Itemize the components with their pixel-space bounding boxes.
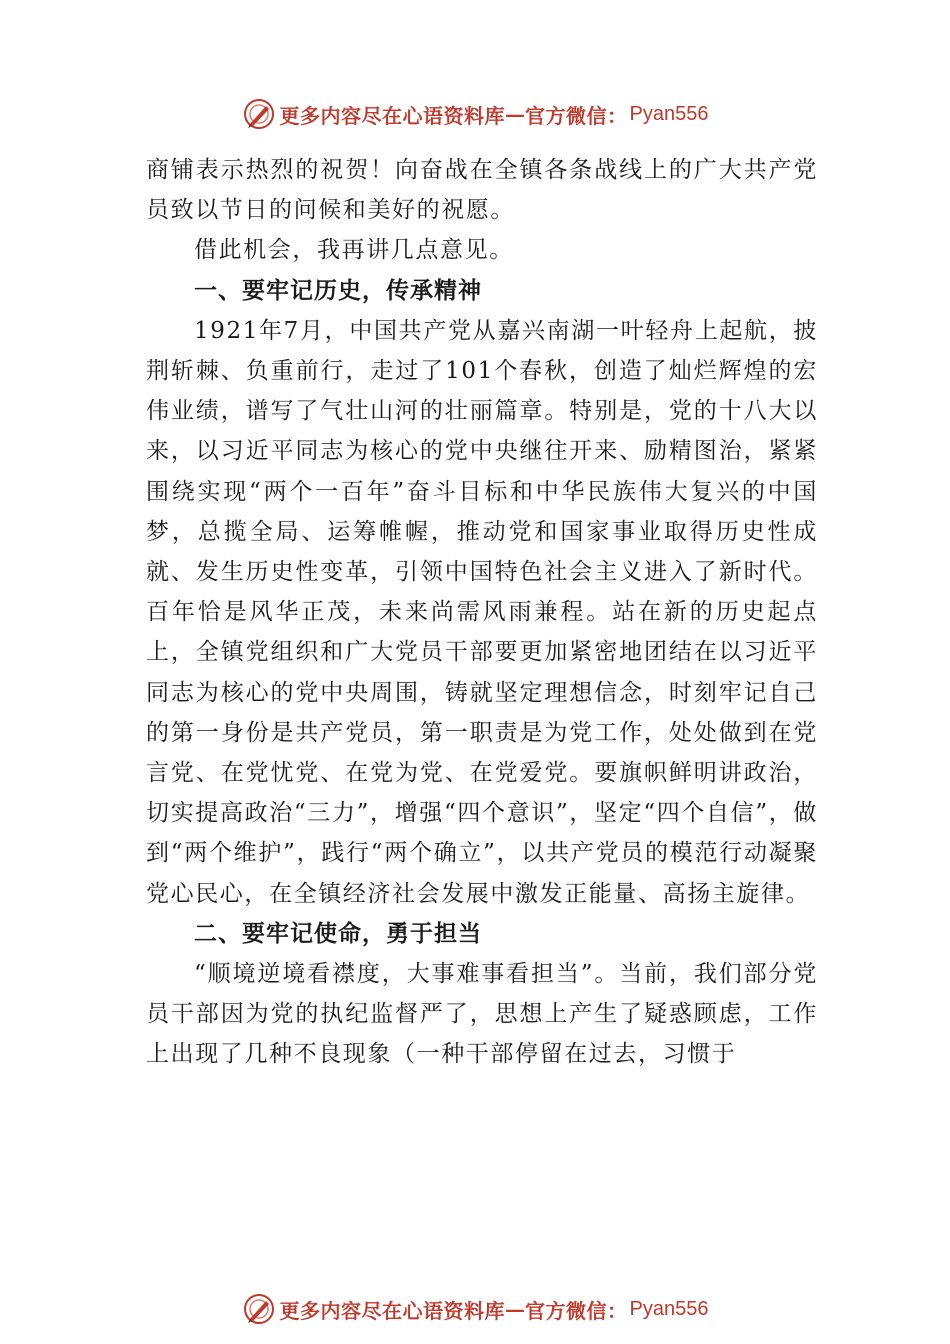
header-separator: — <box>505 102 526 126</box>
paragraph-history: 1921年7月，中国共产党从嘉兴南湖一叶轻舟上起航，披荆斩棘、负重前行，走过了101个春秋，创造了灿烂辉煌的宏伟业绩，谱写了气壮山河的壮丽篇章。特别是，党的十八大以来，以习近平同志为核心的党中央继往开来、励精图治，紧紧围绕实现“两个一百年”奋斗目标和中华民族伟大复兴的中国梦，总揽全局、运筹帷幄，推动党和国家事业取得历史性成就、发生历史性变革，引领中国特色社会主义进入了新时代。百年恰是风华正茂，未来尚需风雨兼程。站在新的历史起点上，全镇党组织和广大党员干部要更加紧密地团结在以习近平同志为核心的党中央周围，铸就坚定理想信念，时刻牢记自己的第一身份是共产党员，第一职责是为党工作，处处做到在党言党、在党忧党、在党为党、在党爱党。要旗帜鲜明讲政治，切实提高政治“三力”，增强“四个意识”，坚定“四个自信”，做到“两个维护”，践行“两个确立”，以共产党员的模范行动凝聚党心民心，在全镇经济社会发展中激发正能量、高扬主旋律。 <box>146 317 818 907</box>
header-banner <box>0 92 950 136</box>
paragraph-intro: 借此机会，我再讲几点意见。 <box>194 237 514 264</box>
header-brand: 更多内容尽在心语资料库 <box>279 103 506 128</box>
footer-separator: — <box>505 1297 526 1321</box>
paragraph-continued: 商铺表示热烈的祝贺！向奋战在全镇各条战线上的广大共产党员致以节日的问候和美好的祝愿。 <box>146 157 818 224</box>
footer-banner <box>0 1287 950 1331</box>
section-heading-1: 一、要牢记历史，传承精神 <box>194 277 482 304</box>
section-heading-2: 二、要牢记使命，勇于担当 <box>194 920 482 947</box>
pen-logo-icon <box>242 1292 276 1326</box>
footer-wechat-id: Pyan556 <box>629 1297 709 1320</box>
footer-brand: 更多内容尽在心语资料库 <box>279 1298 506 1323</box>
pen-logo-icon <box>242 97 276 131</box>
header-wechat-id: Pyan556 <box>629 102 709 125</box>
paragraph-mission: “顺境逆境看襟度，大事难事看担当”。当前，我们部分党员干部因为党的执纪监督严了，思想上产生了疑惑顾虑，工作上出现了几种不良现象（一种干部停留在过去，习惯于 <box>146 961 818 1068</box>
document-body <box>146 150 818 1075</box>
footer-wechat-label: 官方微信： <box>525 1298 628 1323</box>
header-wechat-label: 官方微信： <box>525 103 628 128</box>
